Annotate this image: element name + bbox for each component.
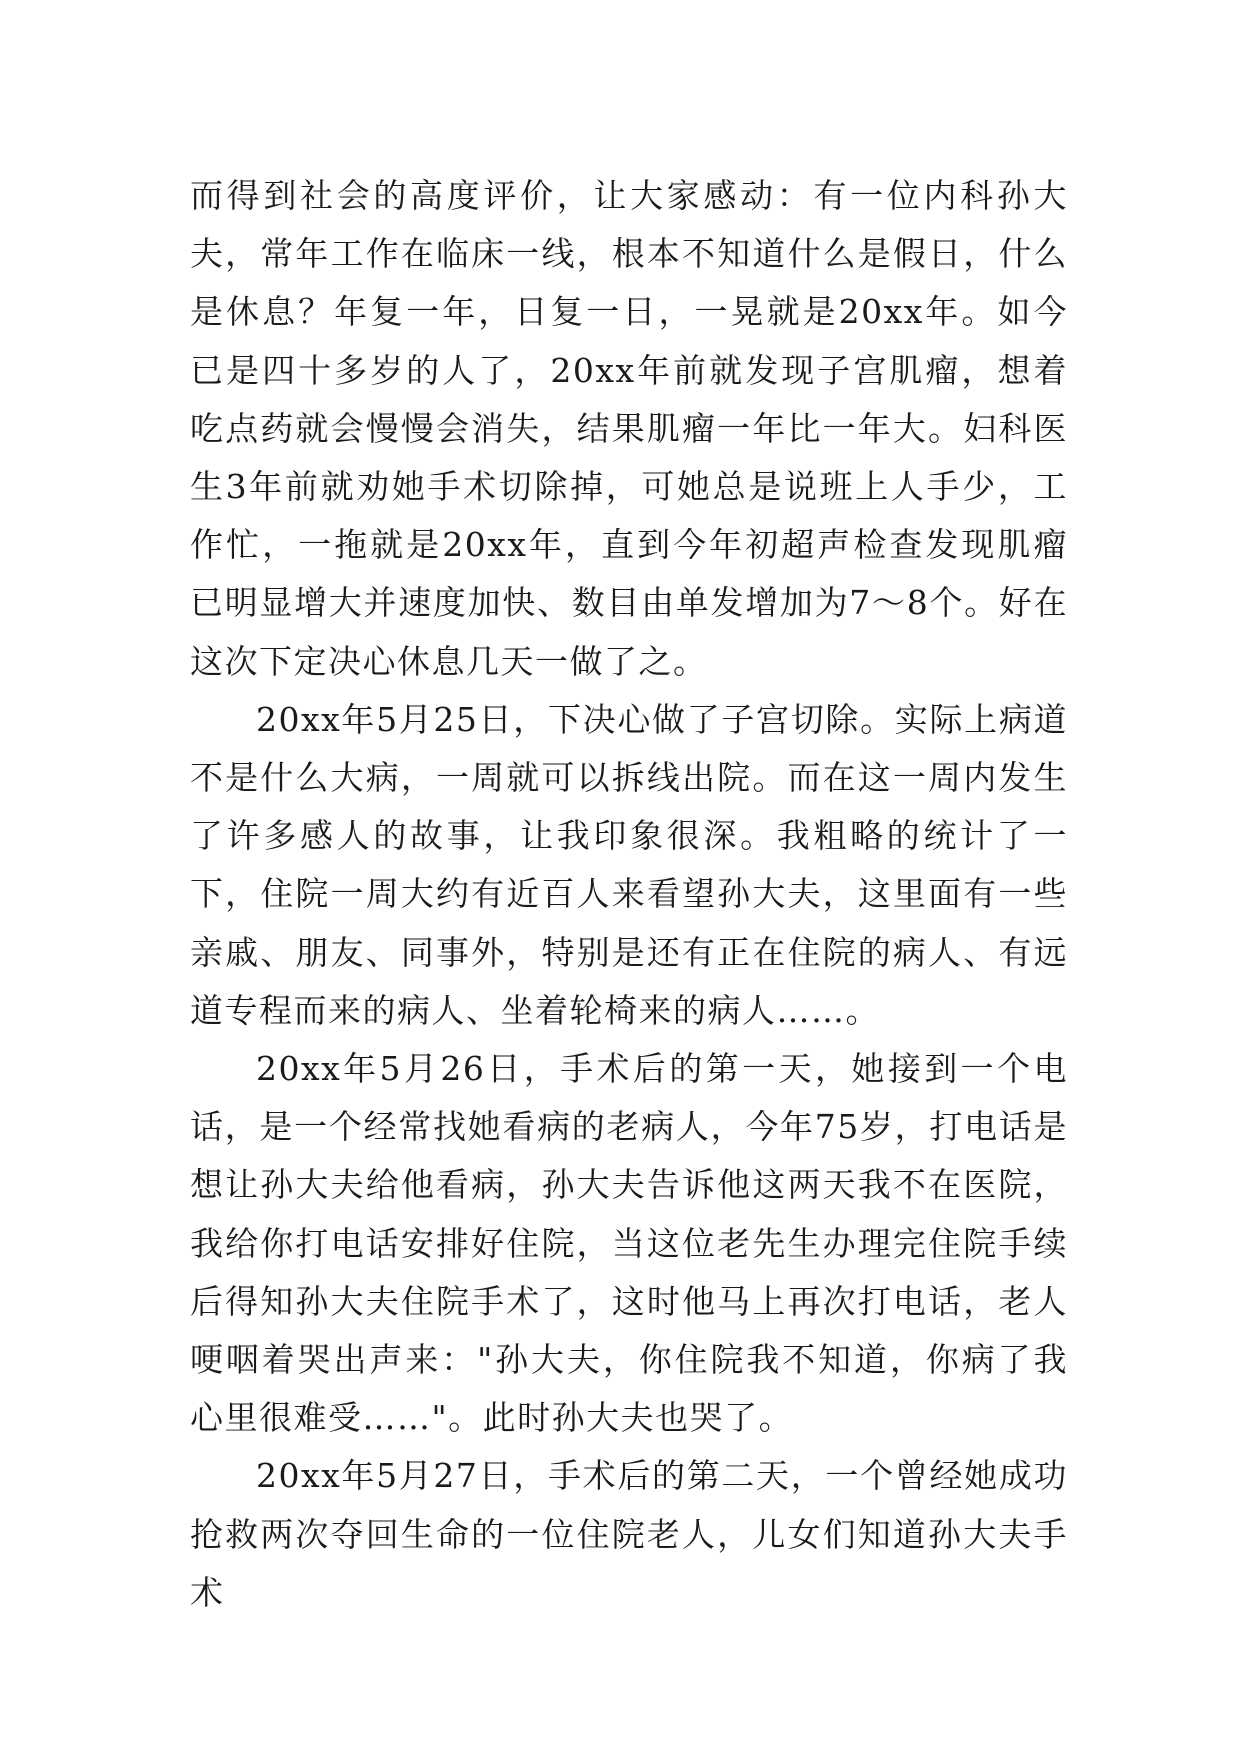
document-body [190, 167, 1068, 1622]
paragraph-1: 而得到社会的高度评价，让大家感动：有一位内科孙大夫，常年工作在临床一线，根本不知道什么是假日，什么是休息？年复一年，日复一日，一晃就是20xx年。如今已是四十多岁的人了，20xx年前就发现子宫肌瘤，想着吃点药就会慢慢会消失，结果肌瘤一年比一年大。妇科医生3年前就劝她手术切除掉，可她总是说班上人手少，工作忙，一拖就是20xx年，直到今年初超声检查发现肌瘤已明显增大并速度加快、数目由单发增加为7～8个。好在这次下定决心休息几天一做了之。 [190, 176, 1068, 681]
paragraph-3: 20xx年5月26日，手术后的第一天，她接到一个电话，是一个经常找她看病的老病人，今年75岁，打电话是想让孙大夫给他看病，孙大夫告诉他这两天我不在医院，我给你打电话安排好住院，当这位老先生办理完住院手续后得知孙大夫住院手术了，这时他马上再次打电话，老人哽咽着哭出声来："孙大夫，你住院我不知道，你病了我心里很难受……"。此时孙大夫也哭了。 [190, 1049, 1068, 1438]
paragraph-2: 20xx年5月25日，下决心做了子宫切除。实际上病道不是什么大病，一周就可以拆线出院。而在这一周内发生了许多感人的故事，让我印象很深。我粗略的统计了一下，住院一周大约有近百人来看望孙大夫，这里面有一些亲戚、朋友、同事外，特别是还有正在住院的病人、有远道专程而来的病人、坐着轮椅来的病人……。 [190, 699, 1068, 1030]
paragraph-4: 20xx年5月27日，手术后的第二天，一个曾经她成功抢救两次夺回生命的一位住院老人，儿女们知道孙大夫手术 [190, 1456, 1068, 1612]
